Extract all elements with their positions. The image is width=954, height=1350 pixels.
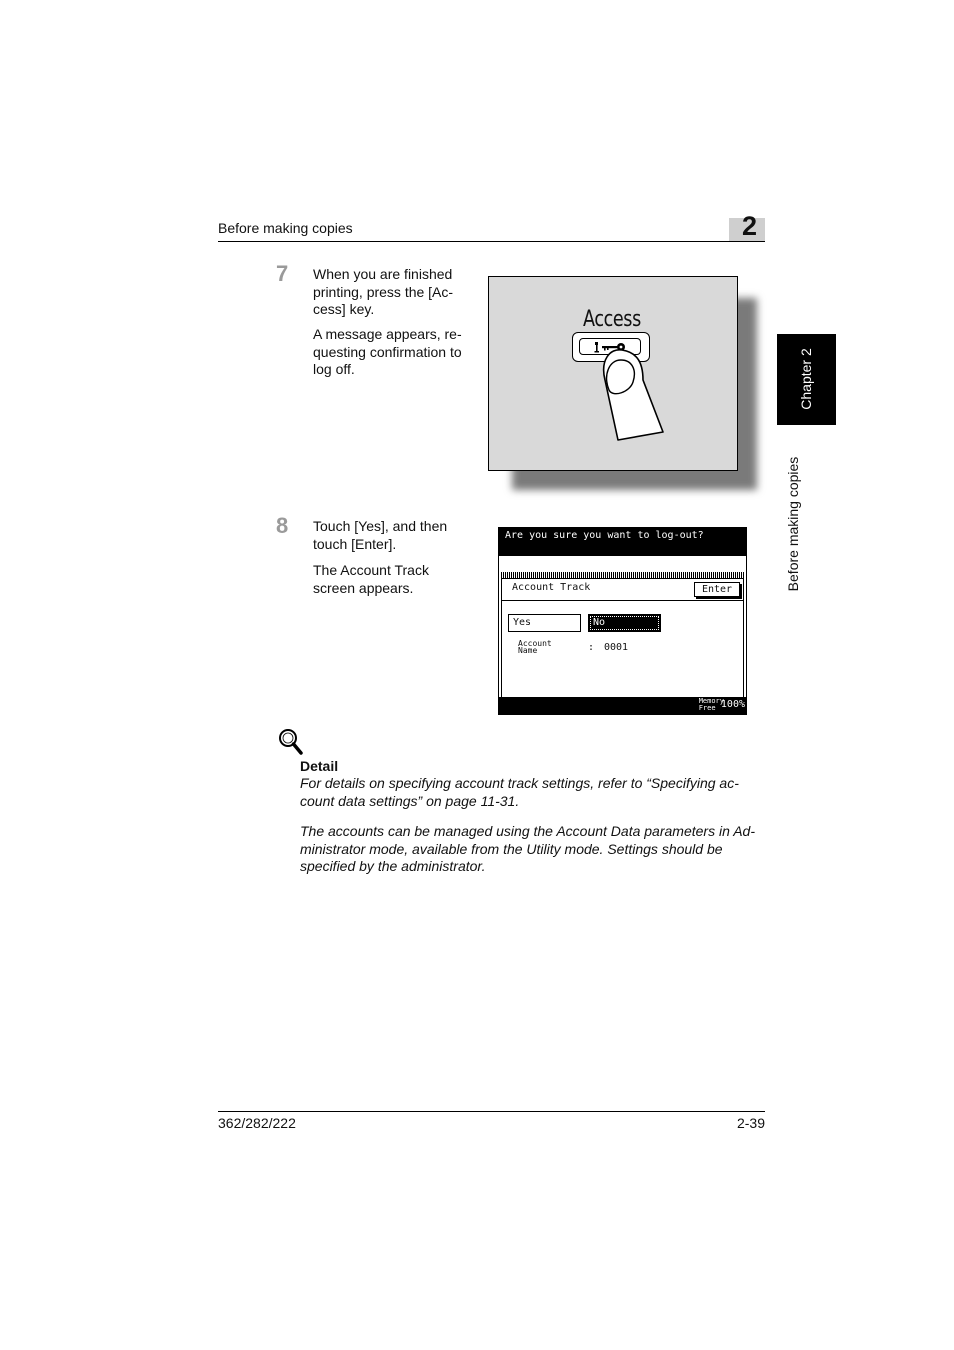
account-track-title: Account Track [512,582,591,593]
step-8-number: 8 [276,513,289,538]
pressing-finger-icon [585,340,670,450]
detail-paragraph-1 [300,775,766,810]
text-line: A message appears, re- [313,326,462,342]
memory-free-value: 100% [720,699,745,710]
account-track-panel [501,578,744,698]
step-8-paragraph-1 [313,518,447,553]
text-line: printing, press the [Ac- [313,283,454,300]
text-line: specified by the administrator. [300,858,486,874]
text-line: For details on specifying account track settings, refer to “Specifying ac- [300,775,739,791]
logout-confirmation-screen [498,527,747,715]
header-rule [218,241,765,242]
text-line: ministrator mode, available from the Utility mode. Settings should be [300,840,723,857]
text-line: The Account Track [313,562,429,578]
text-line: count data settings” on page 11-31. [300,792,520,809]
step-8-paragraph-2 [313,562,429,597]
step-7-paragraph-1 [313,266,453,319]
account-name-value: 0001 [604,642,629,653]
footer-page-number: 2-39 [736,1115,765,1131]
text-line: touch [Enter]. [313,535,397,552]
lcd-message-bar [499,528,746,556]
footer-rule [218,1111,765,1112]
lcd-message: Are you sure you want to log-out? [505,530,704,541]
text-line: questing confirmation to [313,343,462,360]
text-line: The accounts can be managed using the Account Data parameters in Ad- [300,823,756,839]
panel-title-rule [502,600,743,601]
step-7-number: 7 [276,261,289,286]
step-7-paragraph-2 [313,326,462,379]
section-side-label: Before making copies [785,456,801,592]
detail-paragraph-2 [300,823,766,876]
enter-button: Enter [694,582,740,597]
footer-model-number: 362/282/222 [218,1115,296,1131]
text-line: Touch [Yes], and then [313,518,448,534]
lcd-status-bar [499,697,746,714]
text-line: Name [518,646,538,655]
chapter-number: 2 [742,211,758,241]
detail-title: Detail [300,758,339,774]
text-line: When you are finished [313,266,453,282]
text-line: Account [518,639,552,648]
account-name-label [518,640,552,654]
yes-button: Yes [508,614,581,632]
running-header-title: Before making copies [218,220,353,236]
text-line: screen appears. [313,579,414,596]
text-line: cess] key. [313,301,375,317]
access-key-label: Access [583,307,641,332]
text-line: Free [698,704,716,712]
no-button: No [588,614,661,632]
chapter-side-tab-label: Chapter 2 [798,348,814,410]
text-line: log off. [313,361,355,377]
field-separator: : [588,642,595,653]
text-line: Memory [698,697,724,705]
